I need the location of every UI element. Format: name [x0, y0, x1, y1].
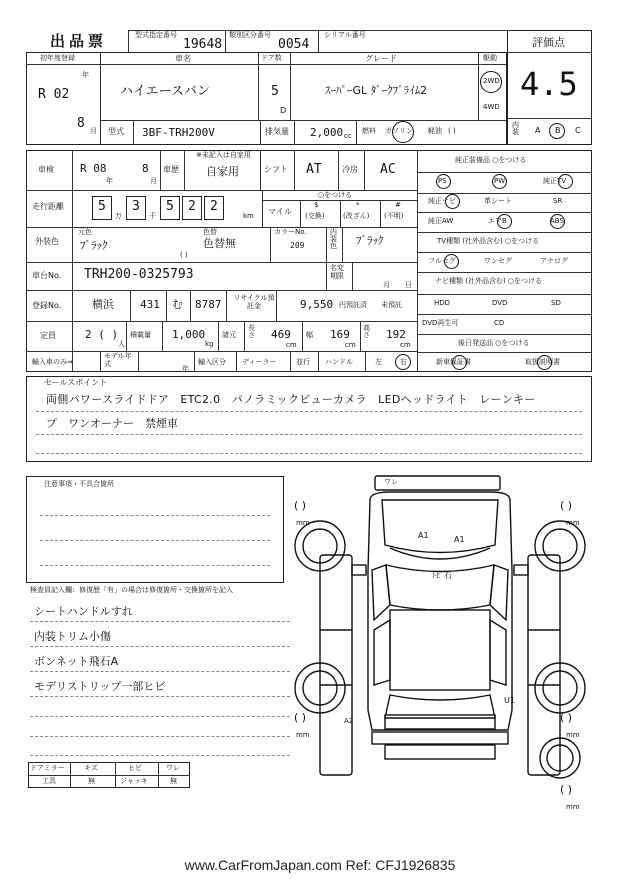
sales-point-label: セールスポイント [44, 378, 108, 387]
legend-jack-val: 無 [170, 777, 177, 785]
capacity: 2 ( ) [85, 328, 119, 341]
tire-rl-paren: ( ) [294, 711, 307, 724]
inspector-label: 検査員記入欄：修復歴「有」の場合は修復箇所・交換箇所を記入 [30, 586, 233, 594]
first-reg-month: 8 [77, 116, 85, 131]
plate-label: 登録No. [32, 301, 62, 310]
modified-sym: * [356, 201, 360, 209]
equip-tv-circle [558, 174, 573, 189]
interior-b: B [555, 126, 561, 135]
legend-scratch: キズ [84, 764, 98, 772]
navi-sd: SD [551, 299, 561, 307]
car-name-label: 車名 [175, 54, 191, 63]
first-reg-label: 初年度登録 [40, 54, 75, 62]
inspection-month: 8 [142, 162, 149, 175]
equip-leather: 革シート [484, 197, 512, 205]
equip-abs-circle [550, 214, 565, 229]
mark-chip: ﾄﾋﾞ石 [432, 571, 452, 580]
later-title: 後日発送品 ○をつける [458, 339, 530, 347]
interior-label: 内装 [512, 121, 519, 136]
history: 自家用 [206, 165, 239, 178]
history-note: ※未記入は自家用 [196, 151, 251, 159]
tv-fullseg-circle [444, 254, 459, 269]
inspection-label: 車検 [38, 165, 54, 174]
tire-rr-unit: mm [566, 731, 580, 739]
year-unit: 年 [82, 71, 89, 79]
equip-ps-circle [436, 174, 451, 189]
equip-pw: PW [494, 177, 506, 185]
recycle-label: リサイクル預託金 [233, 294, 275, 311]
handle-right-circle [395, 354, 411, 370]
history-label: 車歴 [163, 165, 179, 174]
interior-color-label: 内装色 [330, 228, 337, 250]
handle-right: 右 [400, 358, 407, 366]
legend-tools-val: 無 [88, 777, 95, 785]
note-item-2: 内装トリム小傷 [34, 630, 111, 643]
mileage-unit-km: km [243, 212, 254, 220]
vehicle-diagram [290, 470, 600, 830]
mark-break: ワレ [384, 478, 398, 486]
mileage-unit-sen: 千 [149, 212, 156, 220]
class-no: 0054 [278, 37, 310, 52]
name-change-day: 日 [405, 281, 412, 289]
height: 192 [386, 328, 406, 341]
model-cert-no: 19648 [183, 37, 223, 52]
navi-dvd: DVD [492, 299, 508, 307]
width-unit: cm [345, 341, 356, 349]
equip-pw-circle [492, 174, 507, 189]
tire-spare-unit: mm [566, 803, 580, 811]
mark-a2: A2 [344, 717, 354, 725]
interior-a: A [535, 126, 541, 135]
dims-label: 諸元 [222, 331, 236, 339]
color-no-label: カラーNo. [274, 228, 307, 236]
load: 1,000 [172, 328, 206, 341]
tire-fl-unit: mm [296, 519, 310, 527]
model-cert-label: 型式指定番号 [135, 31, 177, 39]
capacity-label: 定員 [40, 331, 56, 340]
mark-u1: U1 [504, 696, 515, 705]
mileage-digit-3: 5 [166, 199, 174, 214]
recycle-amount: 9,550 [300, 298, 334, 311]
length-label: 長さ [248, 324, 255, 339]
ac: AC [380, 162, 396, 177]
mileage-digit-5: 2 [210, 199, 218, 214]
sales-point-line1: 両側パワースライドドア ETC2.0 パノラミックビューカメラ LEDヘッドライト レーンキー [46, 393, 536, 406]
current-color-label: 色替 [203, 228, 217, 236]
page-title: 出品票 [50, 32, 108, 50]
dealer: ディーラー [242, 358, 277, 366]
equip-tv: 純正TV [543, 177, 567, 185]
load-label: 積載量 [130, 331, 151, 339]
displacement-label: 排気量 [265, 127, 289, 136]
name-change-label: 名変期限 [330, 264, 344, 280]
grade-eval: 4.5 [520, 65, 578, 103]
modified-txt: (改ざん) [343, 212, 370, 220]
orig-color-label: 元色 [78, 228, 92, 236]
interior-color: ﾌﾞﾗｯｸ [356, 234, 384, 247]
later-manual-circle [537, 355, 552, 370]
equip-abs: ABS [550, 217, 564, 225]
drive-2wd: 2WD [483, 77, 500, 85]
interior-c: C [575, 126, 581, 135]
note-item-3: ボンネット飛石A [34, 655, 119, 668]
parallel: 並行 [296, 358, 310, 366]
load-unit: kg [205, 340, 214, 348]
legend-break: ワレ [166, 764, 180, 772]
width-label: 幅 [306, 331, 313, 339]
mileage-digit-1: 5 [98, 199, 106, 214]
tv-title: TV種類 (社外品含む) ○をつける [437, 237, 540, 245]
plate-no: 8787 [195, 298, 222, 311]
later-warranty: 新車保証書 [436, 358, 471, 366]
class-no-label: 類別区分番号 [229, 31, 271, 39]
legend-jack: ジャッキ [120, 777, 148, 785]
length: 469 [271, 328, 291, 341]
shift: AT [306, 162, 322, 177]
mileage-digit-2: 3 [132, 199, 140, 214]
plate-class: 431 [140, 298, 160, 311]
tire-fr-paren: ( ) [560, 499, 573, 512]
mileage-label: 走行距離 [32, 202, 64, 211]
navi-hdd: HDD [434, 299, 451, 307]
plate-area: 横浜 [92, 298, 114, 311]
equip-aw: 純正AW [428, 217, 454, 225]
mile-label: マイル [268, 207, 292, 216]
navi-title: ナビ種類 (社外品含む) ○をつける [435, 277, 543, 285]
mark-a1-right: A1 [454, 535, 465, 544]
import-label: 輸入車のみ⇒ [32, 358, 73, 366]
height-label: 高さ [363, 324, 370, 339]
model-year-label: モデル年式 [104, 352, 132, 368]
fuel-diesel: 軽油 [428, 127, 442, 135]
fuel-gasoline-circle [392, 121, 414, 143]
note-item-1: シートハンドルすれ [34, 605, 133, 618]
inspection-year-unit: 年 [106, 177, 113, 185]
tv-analog: アナログ [540, 257, 568, 265]
handle-left: 左 [375, 358, 382, 366]
first-reg-era: R 02 [38, 87, 70, 102]
tire-fr-unit: mm [566, 519, 580, 527]
color-change: 色替無 [203, 237, 236, 250]
drive-2wd-circle [480, 71, 502, 93]
inspection: R 08 [80, 162, 107, 175]
fuel-label: 燃料 [362, 127, 376, 135]
displacement: 2,000 [310, 126, 344, 139]
import-class-label: 輸入区分 [198, 358, 226, 366]
doors-suffix: D [280, 106, 287, 115]
later-manual: 取扱説明書 [525, 358, 560, 366]
grade-eval-label: 評価点 [532, 36, 565, 49]
model-year-unit: 年 [182, 365, 189, 373]
equip-airbag: エアB [488, 217, 507, 225]
mark-a1-left: A1 [418, 531, 429, 540]
tire-rl-unit: mm [296, 731, 310, 739]
shift-label: シフト [264, 165, 288, 174]
mileage-note: ○をつける [318, 191, 353, 199]
equip-navi-circle [445, 194, 460, 209]
color-change-paren: ( ) [180, 251, 188, 259]
height-unit: cm [400, 341, 411, 349]
tire-spare-paren: ( ) [560, 783, 573, 796]
recycle-not: 未預託 [381, 301, 402, 309]
fuel-other: ( ) [448, 127, 456, 135]
notes-label: 注意事項・不具合箇所 [44, 480, 114, 488]
interior-b-circle [549, 123, 565, 139]
later-warranty-circle [452, 355, 467, 370]
length-unit: cm [286, 341, 297, 349]
chassis: TRH200-0325793 [84, 267, 194, 282]
genuine-title: 純正装備品 ○をつける [455, 156, 527, 164]
legend-tools: 工具 [42, 777, 56, 785]
equip-navi: 純正ナビ [428, 197, 456, 205]
navi-cd: CD [494, 319, 505, 327]
chassis-label: 車台No. [32, 271, 62, 280]
width: 169 [330, 328, 350, 341]
exchange-sym: $ [314, 201, 319, 209]
mileage-digit-4: 2 [188, 199, 196, 214]
unknown-sym: # [395, 201, 401, 209]
color-label: 外装色 [35, 237, 59, 246]
sales-point-line2: プ ワンオーナー 禁煙車 [46, 417, 178, 430]
displacement-unit: cc [344, 132, 352, 140]
recycle-deposited: 円預託済 [339, 301, 367, 309]
serial-label: シリアル番号 [324, 31, 366, 39]
legend-mirror: ドアミラー [30, 764, 65, 772]
inspection-month-unit: 月 [150, 177, 157, 185]
doors: 5 [271, 84, 279, 99]
handle-label: ハンドル [325, 358, 353, 366]
equip-sr: SR [553, 197, 563, 205]
doors-label: ドア数 [261, 54, 282, 62]
model: 3BF-TRH200V [142, 126, 215, 139]
capacity-unit: 人 [118, 340, 125, 348]
plate-kana: む [172, 298, 183, 311]
tv-oneseg: ワンセグ [484, 257, 512, 265]
equip-ps: PS [438, 177, 447, 185]
grade: ｽｰﾊﾟｰGL ﾀﾞｰｸﾌﾟﾗｲﾑ2 [325, 84, 428, 97]
car-name: ハイエースバン [120, 84, 210, 99]
grade-label: グレード [365, 54, 397, 63]
model-label: 型式 [108, 127, 124, 136]
name-change-month: 月 [383, 281, 390, 289]
ac-label: 冷房 [342, 165, 358, 174]
color-no: 209 [290, 241, 305, 250]
equip-airbag-circle [497, 214, 512, 229]
orig-color: ﾌﾞﾗｯｸ [80, 239, 108, 252]
tire-rr-paren: ( ) [560, 711, 573, 724]
legend-crack: ヒビ [128, 764, 142, 772]
footer-watermark: www.CarFromJapan.com Ref: CFJ1926835 [184, 857, 456, 873]
unknown-txt: (不明) [384, 212, 404, 220]
drive-label: 駆動 [483, 54, 497, 62]
drive-4wd: 4WD [483, 103, 500, 111]
fuel-gasoline: ガソリン [385, 127, 413, 135]
mileage-unit-man: 万 [115, 212, 122, 220]
tv-fullseg: フルセグ [428, 257, 456, 265]
exchange-txt: (交換) [305, 212, 325, 220]
navi-dvdplay: DVD再生可 [422, 319, 459, 327]
note-item-4: モデリストリップ一部ヒビ [34, 680, 166, 693]
tire-fl-paren: ( ) [294, 499, 307, 512]
month-unit: 月 [90, 127, 97, 135]
